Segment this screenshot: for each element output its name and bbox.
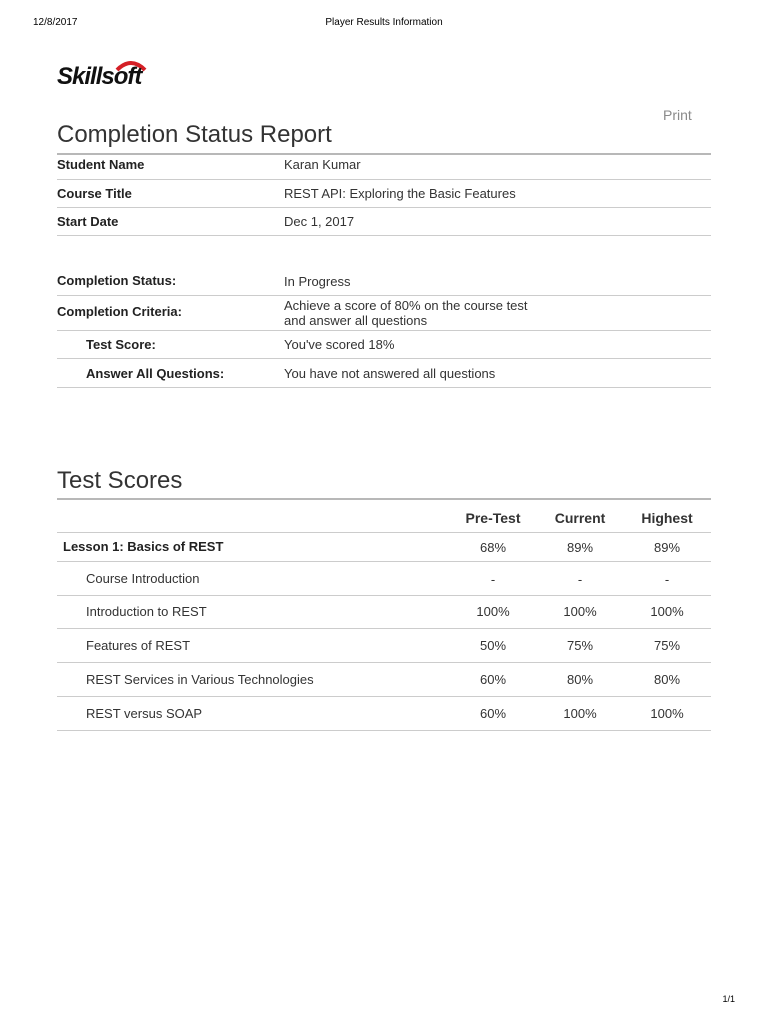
- topic-highest: -: [664, 572, 670, 587]
- lesson-pretest: 68%: [479, 540, 507, 555]
- topic-name: Introduction to REST: [86, 604, 207, 619]
- test-score-label: Test Score:: [86, 337, 156, 352]
- course-title-value: REST API: Exploring the Basic Features: [284, 186, 516, 201]
- topic-pretest: 60%: [479, 706, 507, 721]
- topic-name: REST versus SOAP: [86, 706, 203, 721]
- skillsoft-logo: [57, 60, 167, 92]
- page-count: 1/1: [722, 994, 735, 1004]
- topic-name: REST Services in Various Technologies: [86, 672, 314, 687]
- course-title-label: Course Title: [57, 186, 132, 201]
- divider: [57, 662, 711, 663]
- divider: [57, 207, 711, 208]
- print-header: [0, 17, 768, 31]
- divider: [57, 628, 711, 629]
- answer-all-value: You have not answered all questions: [284, 366, 496, 381]
- logo-text: Skillsoft: [57, 63, 142, 90]
- lesson-highest: 89%: [653, 540, 681, 555]
- pretest-header: Pre-Test: [465, 510, 521, 526]
- start-date-value: Dec 1, 2017: [284, 214, 355, 229]
- student-name-label: Student Name: [57, 157, 145, 172]
- print-date: 12/8/2017: [33, 17, 78, 28]
- topic-highest: 80%: [653, 672, 681, 687]
- student-name-value: Karan Kumar: [284, 157, 361, 172]
- completion-status-value: In Progress: [284, 274, 351, 289]
- topic-highest: 75%: [653, 638, 681, 653]
- divider: [57, 532, 711, 533]
- completion-criteria-line2: and answer all questions: [284, 313, 428, 328]
- answer-all-label: Answer All Questions:: [86, 366, 225, 381]
- topic-current: 100%: [563, 604, 597, 619]
- topic-current: -: [577, 572, 583, 587]
- lesson-name: Lesson 1: Basics of REST: [63, 539, 224, 554]
- divider: [57, 295, 711, 296]
- divider: [57, 561, 711, 562]
- print-link[interactable]: Print: [663, 107, 692, 123]
- completion-status-label: Completion Status:: [57, 273, 177, 288]
- topic-highest: 100%: [650, 706, 684, 721]
- divider: [57, 498, 711, 500]
- topic-pretest: 100%: [476, 604, 510, 619]
- test-score-value: You've scored 18%: [284, 337, 395, 352]
- divider: [57, 235, 711, 236]
- completion-criteria-line1: Achieve a score of 80% on the course test: [284, 298, 528, 313]
- topic-current: 80%: [566, 672, 594, 687]
- divider: [57, 696, 711, 697]
- scores-title: Test Scores: [57, 467, 183, 494]
- divider: [57, 153, 711, 155]
- topic-name: Features of REST: [86, 638, 191, 653]
- topic-current: 100%: [563, 706, 597, 721]
- print-page-title: Player Results Information: [325, 17, 443, 28]
- start-date-label: Start Date: [57, 214, 119, 229]
- topic-pretest: 60%: [479, 672, 507, 687]
- current-header: Current: [554, 510, 606, 526]
- lesson-current: 89%: [566, 540, 594, 555]
- divider: [57, 179, 711, 180]
- report-title: Completion Status Report: [57, 121, 332, 148]
- divider: [57, 595, 711, 596]
- divider: [57, 330, 711, 331]
- highest-header: Highest: [641, 510, 693, 526]
- completion-criteria-label: Completion Criteria:: [57, 304, 182, 319]
- topic-current: 75%: [566, 638, 594, 653]
- topic-pretest: -: [490, 572, 496, 587]
- topic-highest: 100%: [650, 604, 684, 619]
- divider: [57, 358, 711, 359]
- topic-pretest: 50%: [479, 638, 507, 653]
- divider: [57, 387, 711, 388]
- divider: [57, 730, 711, 731]
- topic-name: Course Introduction: [86, 571, 200, 586]
